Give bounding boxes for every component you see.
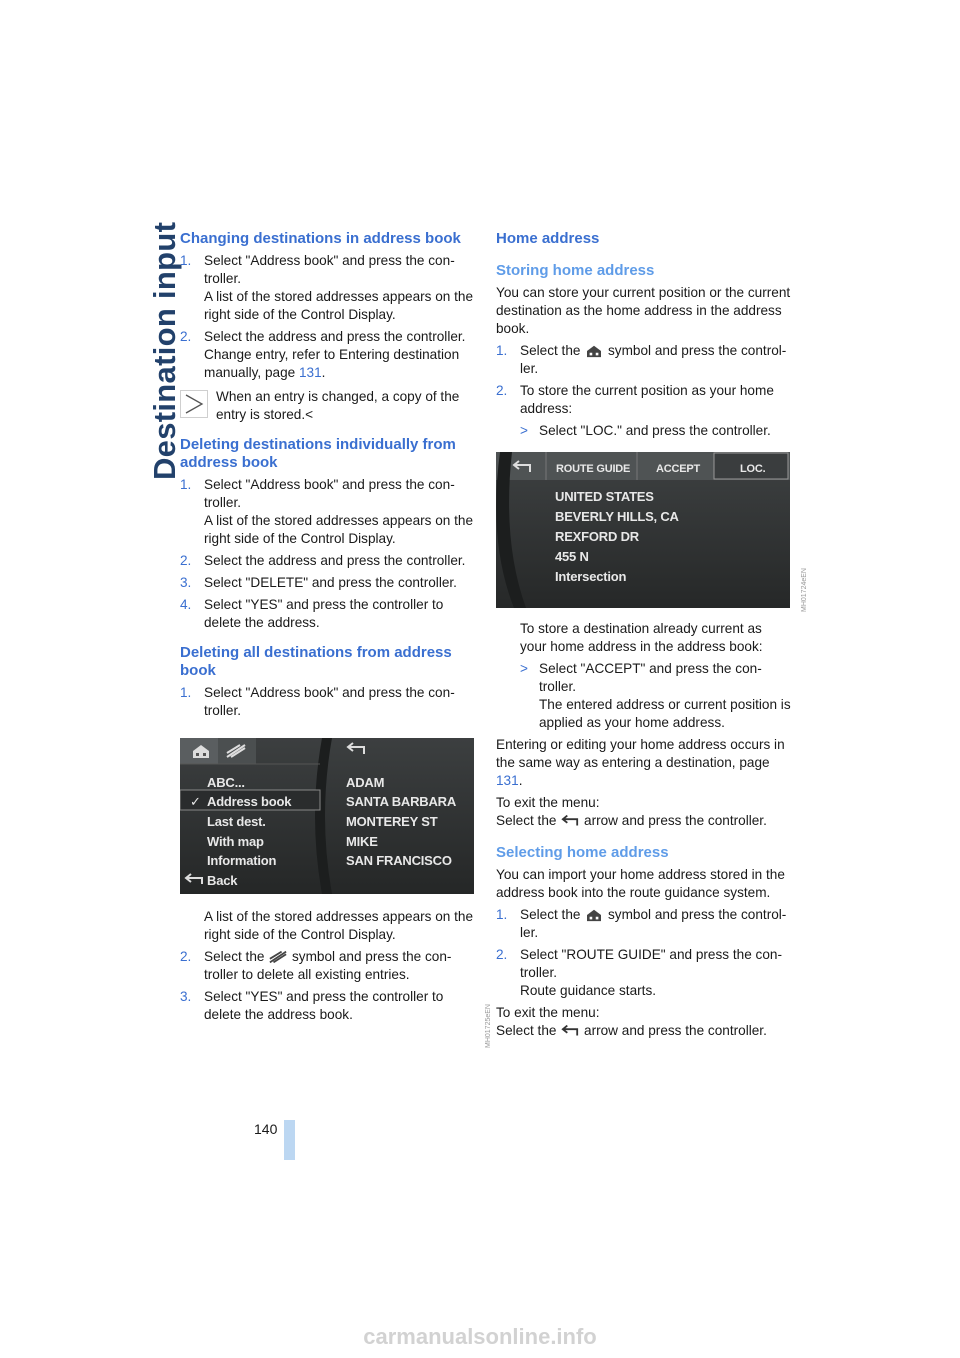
return-arrow-icon [561, 814, 579, 828]
note-box [180, 388, 476, 424]
home-icon[interactable] [191, 743, 211, 759]
paragraph: You can store your current position or the current destination as the home address in the address book. [496, 285, 791, 336]
list-item: 2. To store the current position as your home address: [496, 383, 774, 416]
menu-item[interactable]: ABC... [207, 775, 245, 790]
list-item: 2. Select "ROUTE GUIDE" and press the controller. Route guidance starts. [496, 947, 782, 998]
return-arrow-icon[interactable] [346, 742, 366, 756]
list-item: 3. Select "YES" and press the controller to delete the address book. [180, 989, 444, 1022]
image-code: MH01724eEN [801, 568, 808, 612]
return-arrow-icon[interactable] [512, 460, 532, 474]
home-icon [585, 344, 603, 358]
paragraph: To exit the menu: Select the arrow and press the controller. [496, 1005, 767, 1038]
sub-item: > Select "LOC." and press the controller. [520, 423, 771, 438]
note-text: When an entry is changed, a copy of the entry is stored. [216, 389, 460, 422]
address-line: BEVERLY HILLS, CA [555, 509, 679, 524]
control-display-screenshot-home-address [496, 452, 790, 608]
delete-all-icon [269, 950, 287, 964]
side-section-title [118, 221, 182, 490]
list-item: 2. Select the symbol and press the controller to delete all existing entries. [180, 949, 452, 982]
heading-changing: Changing destinations in address book [180, 230, 461, 247]
step-number: 2. [180, 329, 192, 344]
paragraph: You can import your home address stored in the address book into the route guidance system. [496, 867, 785, 900]
list-item [180, 328, 476, 382]
menu-item[interactable]: Information [207, 853, 277, 868]
tab-route-guide[interactable]: ROUTE GUIDE [556, 463, 631, 475]
menu-item[interactable]: Back [207, 873, 238, 888]
back-arrow-icon[interactable] [184, 873, 204, 885]
right-column [496, 230, 792, 1044]
return-arrow-icon [561, 1024, 579, 1038]
address-entry[interactable]: MONTEREY ST [346, 814, 438, 829]
heading-deleting-individual: Deleting destinations individually from address book [180, 436, 456, 471]
note-triangle-icon [180, 390, 208, 418]
step-text: Select the address and press the controller. [204, 329, 466, 344]
address-line: REXFORD DR [555, 529, 639, 544]
step-text: Select "Address book" and press the controller. [204, 253, 455, 286]
image-code: MH01725eEN [485, 1004, 492, 1048]
address-line: UNITED STATES [555, 489, 654, 504]
address-entry[interactable]: ADAM [346, 775, 385, 790]
address-line: 455 N [555, 549, 589, 564]
page-number: 140 [254, 1121, 278, 1137]
home-icon [585, 908, 603, 922]
step-extra: A list of the stored addresses appears on the right side of the Control Display. [204, 289, 474, 322]
heading-storing-home: Storing home address [496, 262, 655, 279]
check-icon: ✓ [190, 794, 201, 809]
menu-item[interactable]: Last dest. [207, 814, 266, 829]
paragraph: To exit the menu: Select the arrow and press the controller. [496, 795, 767, 828]
step-number: 1. [180, 253, 192, 268]
left-column [180, 230, 492, 1048]
menu-item-selected[interactable]: Address book [207, 794, 292, 809]
delete-all-icon[interactable] [226, 744, 246, 758]
page-link[interactable]: 131 [298, 365, 322, 380]
heading-deleting-all: Deleting all destinations from address book [180, 644, 452, 679]
sub-item: > Select "ACCEPT" and press the controller. The entered address or current position is applied as your home address. [520, 661, 791, 730]
address-entry[interactable]: MIKE [346, 834, 378, 849]
list-item: 2. Select the address and press the controller. [180, 553, 466, 568]
address-entry[interactable]: SAN FRANCISCO [346, 853, 452, 868]
step-extra: Change entry, refer to Entering destination manually, page 131. [204, 347, 460, 380]
address-line: Intersection [555, 569, 627, 584]
page-marker-bar [284, 1120, 295, 1160]
list-item [180, 252, 476, 324]
list-item: 1. Select "Address book" and press the controller. A list of the stored addresses appears on the right side of the Control Display. [180, 477, 474, 546]
watermark: carmanualsonline.info [363, 1324, 597, 1349]
paragraph: Entering or editing your home address occurs in the same way as entering a destination, page 131. [496, 737, 785, 788]
note-end-mark: < [305, 407, 314, 422]
list-item: 1. Select the symbol and press the controller. [496, 343, 787, 376]
paragraph: To store a destination already current as your home address in the address book: [520, 621, 763, 654]
list-item: 1. Select "Address book" and press the controller. [180, 685, 455, 718]
list-item: 3. Select "DELETE" and press the controller. [180, 575, 457, 590]
heading-home-address: Home address [496, 230, 600, 247]
paragraph: A list of the stored addresses appears on the right side of the Control Display. [204, 909, 474, 942]
page-link[interactable]: 131 [496, 773, 519, 788]
menu-item[interactable]: With map [207, 834, 264, 849]
tab-accept[interactable]: ACCEPT [656, 463, 701, 475]
list-item: 4. Select "YES" and press the controller to delete the address. [180, 597, 444, 630]
side-title-text: Destination input [147, 221, 182, 480]
heading-selecting-home: Selecting home address [496, 844, 669, 861]
tab-loc[interactable]: LOC. [740, 463, 766, 475]
address-entry[interactable]: SANTA BARBARA [346, 794, 457, 809]
control-display-screenshot-address-book [180, 738, 474, 894]
list-item: 1. Select the symbol and press the controller. [496, 907, 787, 940]
